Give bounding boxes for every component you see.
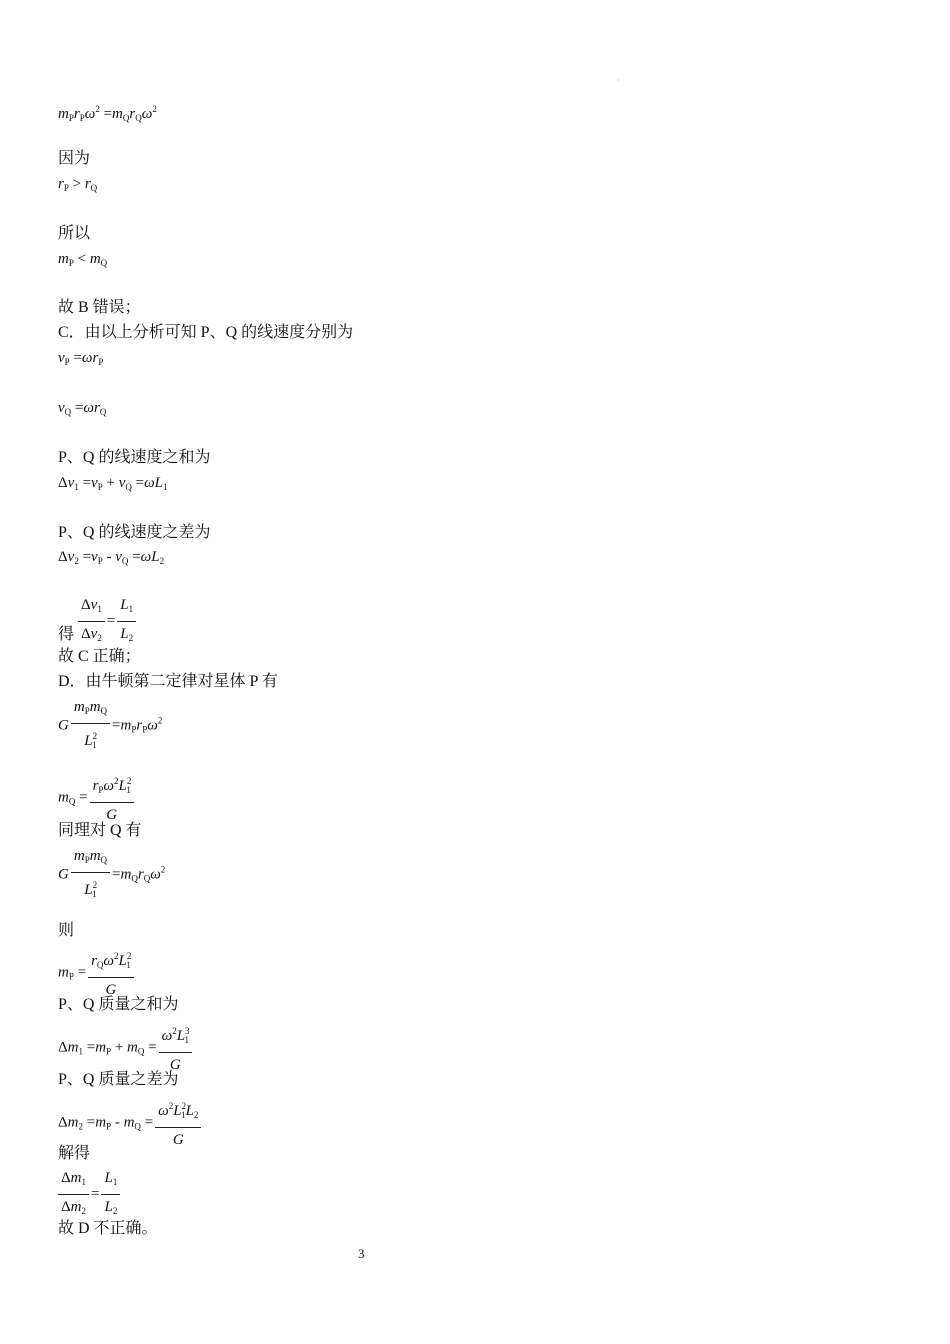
text-c-intro: C．由以上分析可知 P、Q 的线速度分别为 <box>58 324 354 341</box>
text-vsum: P、Q 的线速度之和为 <box>58 449 211 466</box>
text-solve: 解得 <box>58 1145 91 1162</box>
text-mdiff: P、Q 质量之差为 <box>58 1071 179 1088</box>
equation-force-balance: $m_Pr_P\omega^2 =m_Qr_Q\omega^2$ <box>58 104 157 123</box>
equation-newton-p: G $\frac{m_Pm_Q}{L^2_1}$ $=m_Pr_P\omega^2$ <box>58 696 162 756</box>
decorative-mark: · <box>617 76 620 85</box>
equation-mq: $m_Q$ = $\frac{r_P\omega^2L^2_1}{G}$ <box>58 770 136 826</box>
text-q-similar: 同理对 Q 有 <box>58 822 142 839</box>
text-d-intro: D．由牛顿第二定律对星体 P 有 <box>58 673 278 690</box>
equation-radius-compare: $r_P > r_Q$ <box>58 176 98 193</box>
page-number: 3 <box>358 1246 365 1261</box>
text-d-wrong: 故 D 不正确。 <box>58 1220 158 1237</box>
equation-vsum: $\Delta v_1 =v_P + v_Q =\omega L_1$ <box>58 475 168 492</box>
text-get: 得 <box>58 626 75 643</box>
equation-vdiff: $\Delta v_2 =v_P - v_Q =\omega L_2$ <box>58 549 165 566</box>
equation-mdiff: $\Delta m_2 =m_P - m_Q$ = $\frac{\omega^2L^2_1L_2}{G}$ <box>58 1095 203 1151</box>
text-c-right: 故 C 正确； <box>58 648 141 665</box>
equation-vq: $v_Q =\omega r_Q$ <box>58 400 107 417</box>
equation-mass-compare: $m_P < m_Q$ <box>58 251 108 268</box>
text-b-wrong: 故 B 错误； <box>58 299 141 316</box>
text-vdiff: P、Q 的线速度之差为 <box>58 524 211 541</box>
text-then: 则 <box>58 922 75 939</box>
text-because: 因为 <box>58 150 91 167</box>
equation-velocity-ratio: $\frac{\Delta v_1}{\Delta v_2}$ = $\frac{L_1}{L_2}$ <box>76 594 138 649</box>
text-msum: P、Q 质量之和为 <box>58 996 179 1013</box>
equation-msum: $\Delta m_1 =m_P + m_Q$ = $\frac{\omega^2L^3_1}{G}$ <box>58 1020 194 1076</box>
equation-newton-q: G $\frac{m_Pm_Q}{L^2_1}$ $=m_Qr_Q\omega^2$ <box>58 845 165 905</box>
equation-mp: $m_P$ = $\frac{r_Q\omega^2L^2_1}{G}$ <box>58 945 136 1001</box>
text-so: 所以 <box>58 225 91 242</box>
equation-vp: $v_P =\omega r_P$ <box>58 350 104 367</box>
equation-mass-ratio: $\frac{\Delta m_1}{\Delta m_2}$ = $\frac{L_1}{L_2}$ <box>58 1167 122 1222</box>
